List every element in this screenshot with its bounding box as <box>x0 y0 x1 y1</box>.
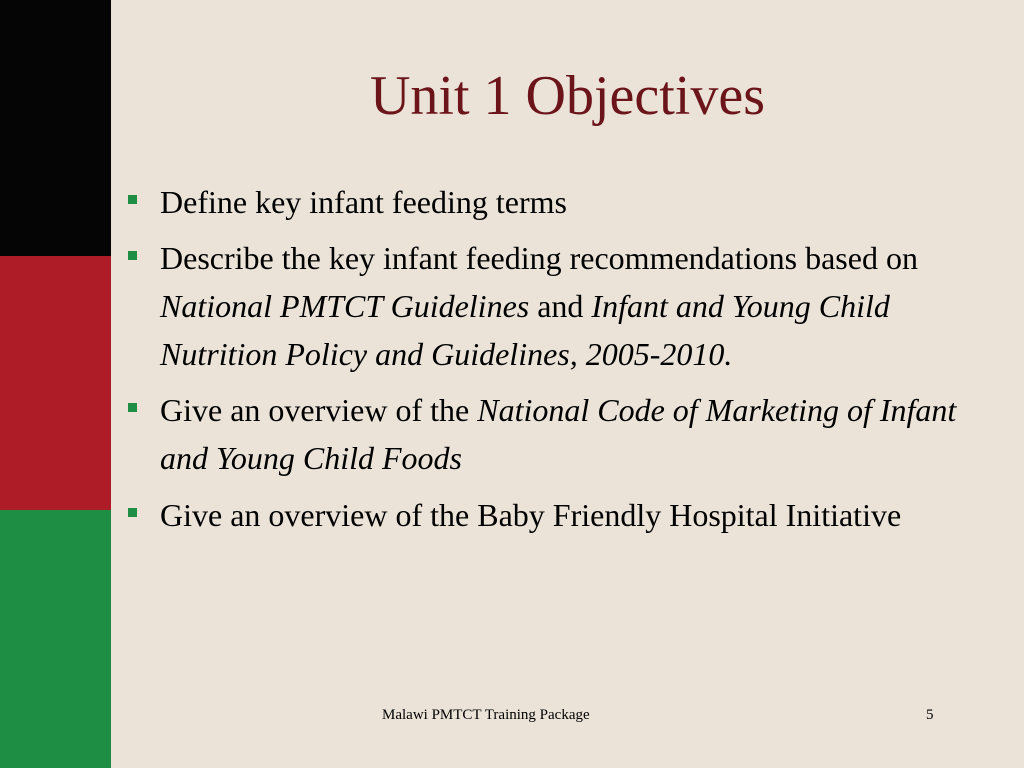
bullet-text <box>160 497 901 533</box>
square-bullet-icon <box>128 251 137 260</box>
bullet-segment-italic: Infant and Young Child Nutrition Policy and Guidelines, 2005-2010. <box>160 288 890 372</box>
bullet-text <box>160 392 956 476</box>
list-item <box>123 178 973 226</box>
bullet-segment-italic: National Code of Marketing of Infant and Young Child Foods <box>160 392 957 476</box>
bullet-segment: and <box>529 288 592 324</box>
bullet-segment-italic: National PMTCT Guidelines <box>160 288 530 324</box>
list-item <box>123 234 973 378</box>
square-bullet-icon <box>128 403 137 412</box>
list-item <box>123 386 973 482</box>
decor-stripe-red <box>0 256 111 510</box>
bullet-text <box>160 184 567 220</box>
bullet-segment: Give an overview of the Baby Friendly Hospital Initiative <box>160 497 902 533</box>
square-bullet-icon <box>128 508 137 517</box>
bullet-segment: Describe the key infant feeding recommendations based on <box>160 240 918 276</box>
bullet-text <box>160 240 918 372</box>
objectives-list <box>123 178 973 551</box>
list-item <box>123 487 973 543</box>
bullet-segment: Define key infant feeding terms <box>160 184 567 220</box>
bullet-segment: Give an overview of the <box>160 392 478 428</box>
decor-stripe-green <box>0 510 111 768</box>
square-bullet-icon <box>128 195 137 204</box>
footer-text: Malawi PMTCT Training Package <box>382 707 590 723</box>
page-number: 5 <box>926 707 934 723</box>
slide-title: Unit 1 Objectives <box>369 65 766 127</box>
decor-stripe-black <box>0 0 111 256</box>
